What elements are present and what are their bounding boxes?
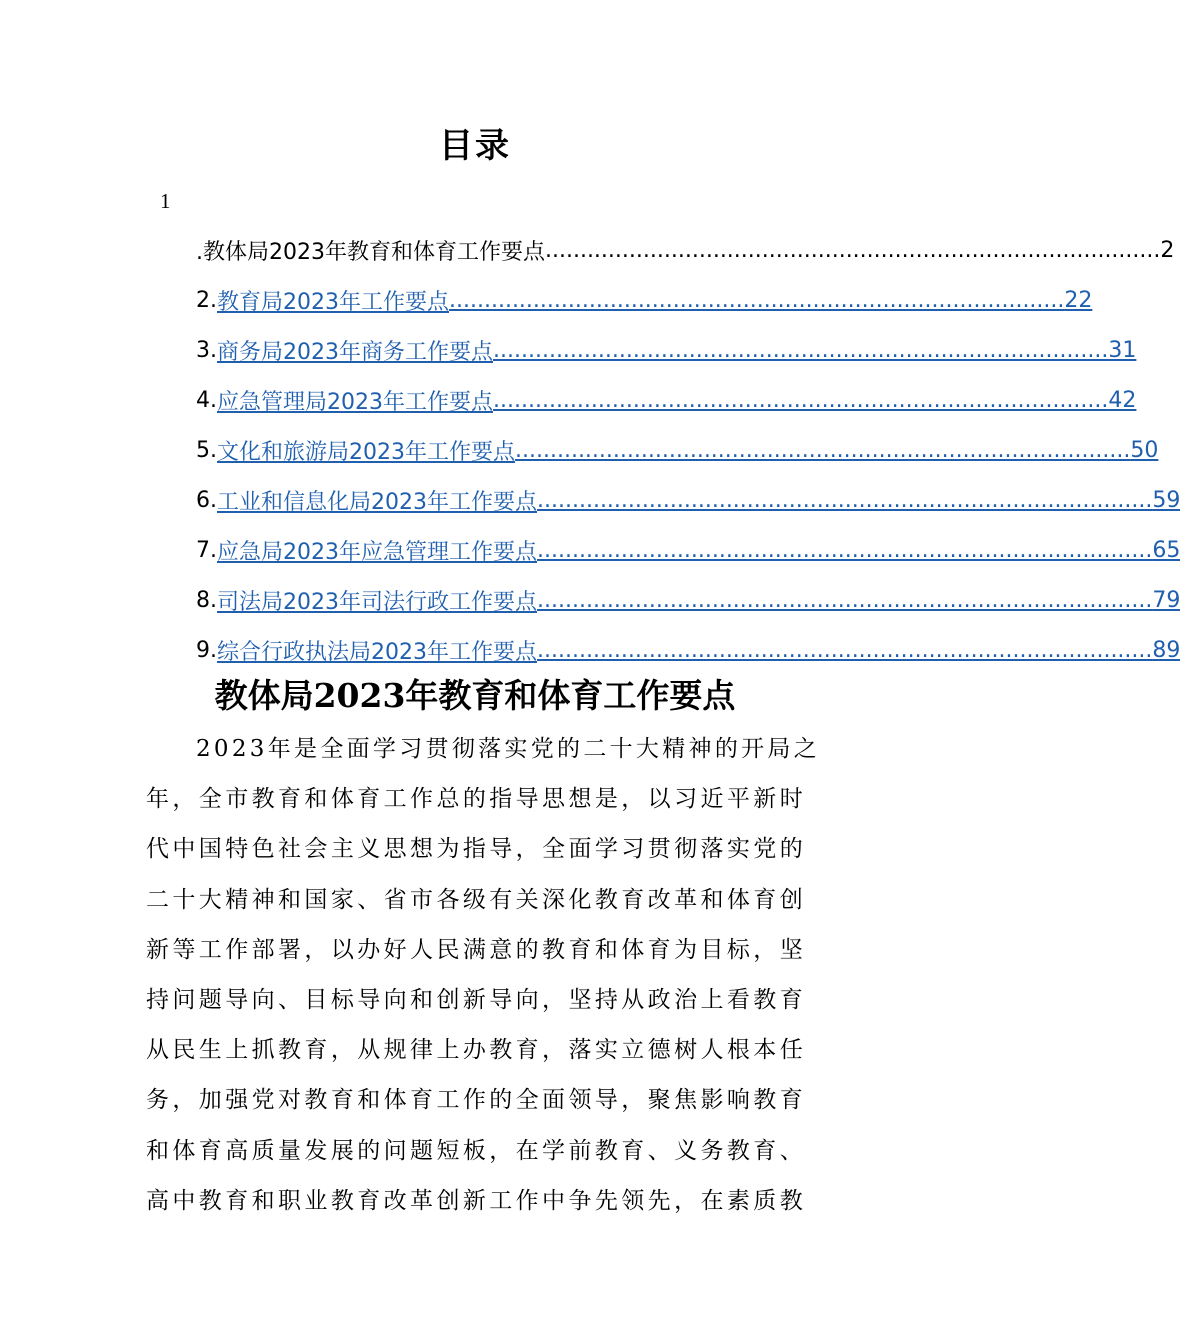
toc-item-label[interactable]: 司法局2023年司法行政工作要点 <box>217 589 537 615</box>
toc-item-number: 8. <box>196 587 217 613</box>
toc-item-page[interactable]: 59 <box>1152 487 1180 513</box>
toc-item-label[interactable]: 综合行政执法局2023年工作要点 <box>217 639 537 665</box>
toc-item-number: 3. <box>196 337 217 363</box>
toc-item-page: 2 <box>1160 237 1175 263</box>
toc-item-number: 6. <box>196 487 217 513</box>
toc-item-label[interactable]: 文化和旅游局2023年工作要点 <box>217 439 515 465</box>
toc-leader-dots[interactable]: ........................................................................................ <box>537 487 1153 513</box>
toc-item-link[interactable] <box>196 525 1180 575</box>
toc-item-page[interactable]: 65 <box>1152 537 1180 563</box>
toc-item-number: 2. <box>196 287 217 313</box>
toc-leader-dots[interactable]: ........................................................................................ <box>493 387 1109 413</box>
toc-item-number: 5. <box>196 437 217 463</box>
toc-leader-dots: ........................................................................................ <box>544 237 1161 263</box>
toc-leader-dots[interactable]: ........................................................................................ <box>537 637 1153 663</box>
toc-item-label[interactable]: 工业和信息化局2023年工作要点 <box>217 489 537 515</box>
toc-item-number: 9. <box>196 637 217 663</box>
toc-item-label[interactable]: 商务局2023年商务工作要点 <box>217 339 493 365</box>
section-title: 教体局2023年教育和体育工作要点 <box>214 676 736 715</box>
paragraph-line: 和体育高质量发展的问题短板，在学前教育、义务教育、 <box>146 1137 806 1164</box>
toc-item-number: 7. <box>196 537 217 563</box>
paragraph-line: 务，加强党对教育和体育工作的全面领导，聚焦影响教育 <box>146 1087 806 1114</box>
toc-item-page[interactable]: 42 <box>1108 387 1137 413</box>
toc-title: 目录 <box>439 126 511 166</box>
paragraph-line: 2023年是全面学习贯彻落实党的二十大精神的开局之 <box>196 736 821 762</box>
toc-item-link[interactable] <box>196 275 1093 325</box>
paragraph-line: 从民生上抓教育，从规律上办教育，落实立德树人根本任 <box>146 1037 806 1064</box>
toc-item-link[interactable] <box>196 325 1137 375</box>
paragraph-line: 高中教育和职业教育改革创新工作中争先领先，在素质教 <box>146 1187 806 1214</box>
toc-item-label: .教体局2023年教育和体育工作要点 <box>196 239 545 265</box>
toc-leader-dots[interactable]: ........................................................................................ <box>449 287 1065 313</box>
paragraph-line: 持问题导向、目标导向和创新导向，坚持从政治上看教育 <box>146 987 806 1014</box>
toc-item-label[interactable]: 应急局2023年应急管理工作要点 <box>217 539 537 565</box>
toc-item-number: 4. <box>196 387 217 413</box>
toc-leader-dots[interactable]: ........................................................................................ <box>515 437 1131 463</box>
toc-leader-dots[interactable]: ........................................................................................ <box>537 587 1153 613</box>
toc-item-label[interactable]: 教育局2023年工作要点 <box>217 289 449 315</box>
toc-item-label[interactable]: 应急管理局2023年工作要点 <box>217 389 493 415</box>
paragraph-line: 新等工作部署，以办好人民满意的教育和体育为目标，坚 <box>146 936 806 963</box>
toc-item-page[interactable]: 31 <box>1108 337 1137 363</box>
toc-item-link[interactable] <box>196 575 1180 625</box>
toc-leader-dots[interactable]: ........................................................................................ <box>537 537 1153 563</box>
toc-list <box>196 225 1180 675</box>
body-paragraph <box>146 724 821 1226</box>
toc-item-page[interactable]: 22 <box>1064 287 1093 313</box>
paragraph-line: 二十大精神和国家、省市各级有关深化教育改革和体育创 <box>146 886 806 913</box>
toc-leader-dots[interactable]: ........................................................................................ <box>493 337 1109 363</box>
toc-marker: 1 <box>160 189 171 213</box>
paragraph-line: 年，全市教育和体育工作总的指导思想是，以习近平新时 <box>146 786 806 813</box>
toc-item-page[interactable]: 89 <box>1152 637 1180 663</box>
paragraph-line: 代中国特色社会主义思想为指导，全面学习贯彻落实党的 <box>146 836 806 863</box>
toc-item <box>196 225 1175 275</box>
toc-item-link[interactable] <box>196 475 1180 525</box>
toc-item-link[interactable] <box>196 375 1137 425</box>
toc-item-page[interactable]: 50 <box>1130 437 1159 463</box>
toc-item-page[interactable]: 79 <box>1152 587 1180 613</box>
toc-item-link[interactable] <box>196 425 1159 475</box>
toc-item-link[interactable] <box>196 625 1180 675</box>
